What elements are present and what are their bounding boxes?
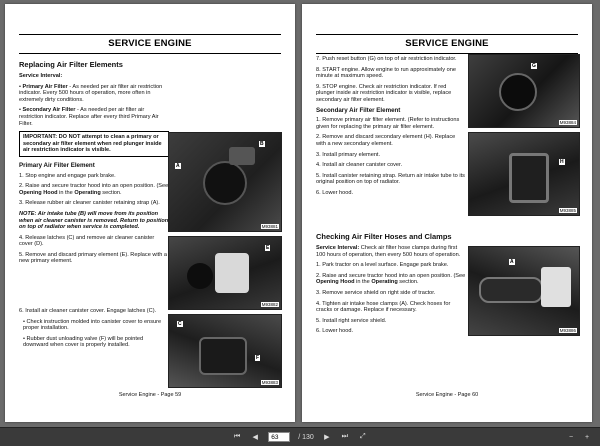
bullet-secondary: • Secondary Air Filter - As needed per air filter air restriction indicator. Replace after every third Primary Air Filter. (19, 107, 159, 127)
step-8: 8. START engine. Allow engine to run approximately one minute at maximum speed. (316, 66, 456, 80)
service-interval-label: Service Interval: (19, 73, 63, 79)
step-6-bullet-1: • Check instruction molded into canister cover to ensure proper installation. (23, 318, 162, 332)
last-page-icon[interactable]: ⏭ (341, 433, 348, 440)
zoom-in-icon[interactable]: + (584, 433, 590, 441)
step-4: 4. Release latches (C) and remove air cleaner canister cover (D). (19, 234, 155, 248)
hose-step-5: 5. Install right service shield. (316, 317, 387, 324)
photo-code: M93883 (261, 380, 278, 385)
label-a-right: A (510, 259, 514, 265)
label-g: G (532, 63, 536, 69)
sec-step-2: 2. Remove and discard secondary element (H). Replace with a new secondary element. (316, 134, 456, 147)
sec-step-6: 6. Lower hood. (316, 189, 354, 196)
hose-step-3: 3. Remove service shield on right side of tractor. (316, 289, 436, 296)
step-6: 6. Install air cleaner canister cover. Engage latches (C). (19, 308, 157, 314)
step-3: 3. Release rubber air cleaner canister retaining strap (A). (19, 200, 160, 207)
label-e: E (266, 245, 270, 251)
sub-title-secondary: Secondary Air Filter Element (316, 106, 401, 114)
photo-code: M93881 (261, 224, 278, 229)
label-b: B (260, 141, 264, 147)
left-page-footer: Service Engine - Page 59 (118, 392, 182, 398)
left-text-column-lower (19, 308, 169, 353)
label-c: C (178, 321, 182, 327)
photo-canister-cover (168, 236, 282, 310)
hose-step-1: 1. Park tractor on a level surface. Engage park brake. (316, 262, 449, 269)
photo-code: M93884 (559, 120, 576, 125)
hose-step-2: 2. Raise and secure tractor hood into an open position. (See Opening Hood in the Operating section. (316, 272, 466, 286)
bullet-primary: • Primary Air Filter - As needed per air filter air restriction indicator. Every 500 hours of operation, more often in extremely dirty conditions. (19, 83, 163, 103)
sec-step-4: 4. Install air cleaner canister cover. (316, 162, 403, 169)
step-6-bullet-2: • Rubber dust unloading valve (F) will be pointed downward when cover is properly installed. (23, 335, 144, 349)
note: NOTE: Air intake tube (B) will move from its position when air cleaner canister is removed. Return to position on top of radiator when service is completed. (19, 210, 169, 231)
viewer-toolbar (0, 427, 600, 446)
photo-reset-button (468, 54, 580, 128)
section-title-hoses: Checking Air Filter Hoses and Clamps (316, 232, 452, 241)
sec-step-5: 5. Install canister retaining strap. Return air intake tube to its original position on top of radiator. (316, 172, 465, 186)
hose-step-4: 4. Tighten air intake hose clamps (A). Check hoses for cracks or damage. Replace if necessary. (316, 300, 451, 314)
left-page-header: SERVICE ENGINE (19, 34, 281, 54)
photo-code: M93885 (559, 208, 576, 213)
step-2: 2. Raise and secure tractor hood into an open position. (See Opening Hood in the Operating section. (19, 183, 169, 196)
label-a: A (176, 163, 180, 169)
fit-page-icon[interactable]: ⤢ (359, 433, 366, 440)
left-page (5, 4, 295, 422)
sec-step-1: 1. Remove primary air filter element. (Refer to instructions given for replacing the primary air filter element. (316, 117, 460, 130)
photo-air-cleaner-strap (168, 132, 282, 232)
important-box: IMPORTANT: DO NOT attempt to clean a primary or secondary air filter element when red plunger inside air restriction indicator is visible. (19, 131, 169, 157)
section-title: Replacing Air Filter Elements (19, 60, 123, 69)
sub-title-primary: Primary Air Filter Element (19, 161, 95, 169)
right-page (302, 4, 592, 422)
photo-dust-valve (168, 314, 282, 388)
next-page-icon[interactable]: ▶ (324, 434, 330, 441)
right-page-footer: Service Engine - Page 60 (415, 392, 479, 398)
photo-secondary-element (468, 132, 580, 216)
hose-step-6: 6. Lower hood. (316, 328, 354, 335)
photo-code: M93882 (261, 302, 278, 307)
right-text-column (316, 56, 466, 201)
photo-code: M93886 (559, 328, 576, 333)
left-text-column (19, 60, 169, 269)
step-9: 9. STOP engine. Check air restriction indicator. If red plunger inside air restriction indicator is visible, replace secondary air filter element. (316, 83, 452, 103)
zoom-out-icon[interactable]: − (568, 433, 574, 441)
service-interval-hoses: Service Interval: Check air filter hose clamps during first 100 hours of operation, then every 500 hours of operation. (316, 245, 461, 258)
page-number-input[interactable] (268, 432, 290, 442)
step-1: 1. Stop engine and engage park brake. (19, 172, 116, 179)
first-page-icon[interactable]: ⏮ (234, 433, 241, 440)
right-page-header: SERVICE ENGINE (316, 34, 578, 54)
photo-hose-clamps (468, 246, 580, 336)
label-f: F (256, 355, 260, 361)
step-7: 7. Push reset button (G) on top of air restriction indicator. (316, 56, 457, 62)
label-h: H (560, 159, 564, 165)
step-5: 5. Remove and discard primary element (E). Replace with a new primary element. (19, 251, 167, 265)
page-total: / 130 (298, 433, 314, 441)
sec-step-3: 3. Install primary element. (316, 151, 381, 158)
prev-page-icon[interactable]: ◀ (252, 434, 258, 441)
right-text-column-lower (316, 232, 466, 339)
